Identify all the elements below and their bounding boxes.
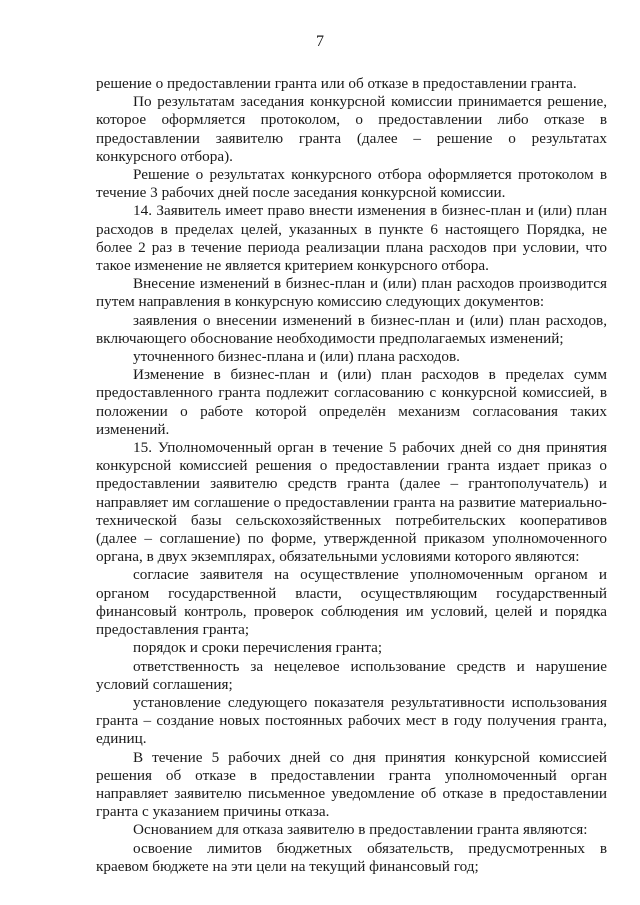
paragraph: 15. Уполномоченный орган в течение 5 рабочих дней со дня принятия конкурсной комиссией решения о предоставлении гранта издает приказ о предоставлении заявителю средств гранта (далее – грантополучатель) и направляет им соглашение о предоставлении гранта на развитие материально-технической базы сельскохозяйственных потребительских кооперативов (далее – соглашение) по форме, утвержденной приказом уполномоченного органа, в двух экземплярах, обязательными условиями которого являются:	[96, 439, 607, 566]
document-body	[96, 75, 607, 876]
paragraph: 14. Заявитель имеет право внести изменения в бизнес-план и (или) план расходов в пределах целей, указанных в пункте 6 настоящего Порядка, не более 2 раз в течение периода реализации плана расходов при условии, что такое изменение не является критерием конкурсного отбора.	[96, 202, 607, 275]
paragraph: заявления о внесении изменений в бизнес-план и (или) план расходов, включающего обоснование необходимости предполагаемых изменений;	[96, 311, 607, 347]
paragraph: По результатам заседания конкурсной комиссии принимается решение, которое оформляется протоколом, о предоставлении либо отказе в предоставлении заявителю гранта (далее – решение о результатах конкурсного отбора).	[96, 93, 607, 165]
paragraph: Основанием для отказа заявителю в предоставлении гранта являются:	[133, 821, 588, 839]
paragraph: порядок и сроки перечисления гранта;	[133, 639, 383, 657]
paragraph: Внесение изменений в бизнес-план и (или) план расходов производится путем направления в конкурсную комиссию следующих документов:	[96, 275, 607, 311]
paragraph: освоение лимитов бюджетных обязательств, предусмотренных в краевом бюджете на эти цели на текущий финансовый год;	[96, 839, 607, 875]
paragraph: В течение 5 рабочих дней со дня принятия конкурсной комиссией решения об отказе в предоставлении гранта уполномоченный орган направляет заявителю письменное уведомление об отказе в предоставлении гранта с указанием причины отказа.	[96, 748, 607, 821]
paragraph: согласие заявителя на осуществление уполномоченным органом и органом государственной власти, осуществляющим государственный финансовый контроль, проверок соблюдения им условий, целей и порядка предоставления гранта;	[96, 566, 607, 639]
paragraph: решение о предоставлении гранта или об отказе в предоставлении гранта.	[96, 75, 577, 92]
paragraph: установление следующего показателя результативности использования гранта – создание новых постоянных рабочих мест в году получения гранта, единиц.	[96, 693, 607, 748]
page-number: 7	[316, 33, 324, 50]
paragraph: ответственность за нецелевое использование средств и нарушение условий соглашения;	[96, 657, 607, 693]
paragraph: Изменение в бизнес-план и (или) план расходов в пределах сумм предоставленного гранта подлежит согласованию с конкурсной комиссией, в положении о работе которой определён механизм согласования таких изменений.	[96, 366, 607, 438]
paragraph: уточненного бизнес-плана и (или) плана расходов.	[133, 348, 460, 366]
paragraph: Решение о результатах конкурсного отбора оформляется протоколом в течение 3 рабочих дней после заседания конкурсной комиссии.	[96, 166, 607, 202]
